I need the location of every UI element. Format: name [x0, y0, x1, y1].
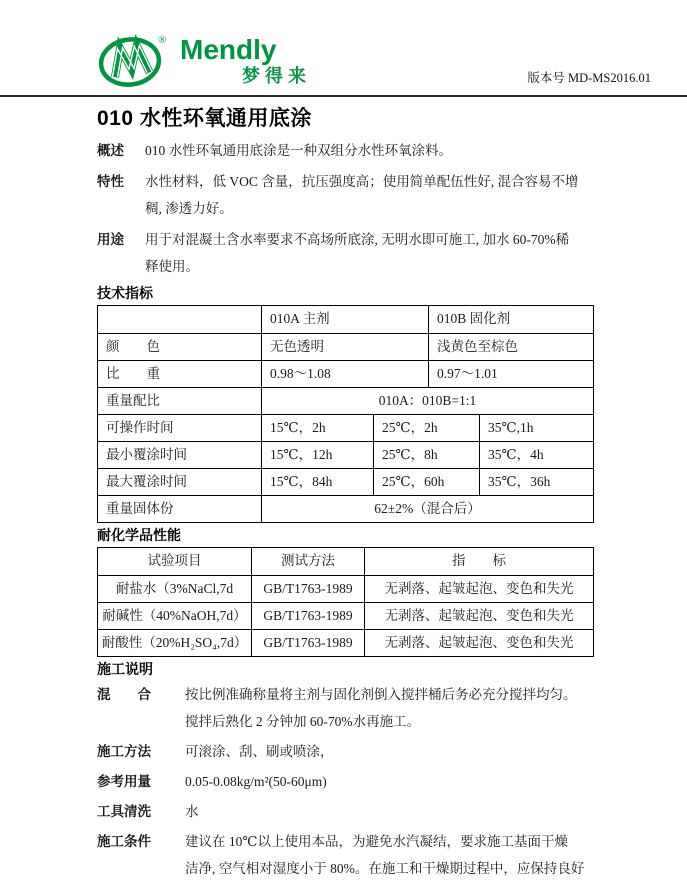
table-row — [98, 575, 593, 602]
section-text: 稠, 渗透力好。 — [145, 201, 233, 216]
construction-label: 混 合 — [97, 687, 151, 702]
spec-value-cell: 010B 固化剂 — [428, 306, 593, 333]
spec-value-cell: 浅黄色至棕色 — [428, 334, 593, 360]
brand-name-cn: 梦得来 — [242, 66, 311, 86]
spec-value-cell: 无色透明 — [261, 334, 428, 360]
test-method-cell: GB/T1763-1989 — [251, 630, 364, 656]
spec-label-cell: 最小覆涂时间 — [106, 447, 187, 462]
test-result-cell: 无剥落、起皱起泡、变色和失光 — [364, 576, 593, 602]
column-header: 测试方法 — [251, 548, 364, 575]
mendly-logo-icon — [98, 32, 170, 92]
test-method-cell: GB/T1763-1989 — [251, 603, 364, 629]
spec-value-cell: 25℃，2h — [373, 415, 479, 441]
section-label: 用途 — [97, 232, 124, 247]
spec-value-cell: 25℃，8h — [373, 442, 479, 468]
chem-resistance-heading: 耐化学品性能 — [97, 527, 181, 543]
spec-value-cell: 010A 主剂 — [261, 306, 428, 333]
spec-value-cell: 15℃，2h — [261, 415, 373, 441]
construction-item-method — [97, 738, 651, 765]
construction-label: 参考用量 — [97, 774, 151, 789]
table-row — [98, 468, 593, 495]
construction-item-cleaning — [97, 798, 651, 825]
construction-text: 水 — [185, 804, 199, 819]
chem-resistance-table — [97, 547, 594, 657]
section-features — [97, 168, 651, 222]
spec-label-cell: 颜 色 — [106, 339, 160, 354]
table-row — [98, 387, 593, 414]
construction-text: 可滚涂、刮、刷或喷涂， — [185, 744, 334, 759]
section-text: 用于对混凝土含水率要求不高场所底涂, 无明水即可施工, 加水 60-70%稀 — [145, 232, 570, 247]
spec-value-cell: 35℃,1h — [479, 415, 593, 441]
spec-label-cell: 重量固体份 — [106, 501, 174, 516]
construction-label: 施工条件 — [97, 834, 151, 849]
construction-item-mixing — [97, 681, 651, 735]
test-item-cell: 耐盐水（3%NaCl,7d — [115, 581, 234, 596]
section-text: 释使用。 — [145, 259, 199, 274]
spec-label-cell: 可操作时间 — [106, 420, 174, 435]
construction-text: 按比例准确称量将主剂与固化剂倒入搅拌桶后务必充分搅拌均匀。 — [185, 687, 577, 702]
construction-text: 建议在 10℃以上使用本品，为避免水汽凝结，要求施工基面干燥 — [185, 834, 568, 849]
section-label: 特性 — [97, 174, 124, 189]
construction-item-coverage — [97, 768, 651, 795]
construction-heading: 施工说明 — [97, 661, 153, 677]
spec-label-cell: 最大覆涂时间 — [106, 474, 187, 489]
spec-value-cell: 35℃，4h — [479, 442, 593, 468]
test-result-cell: 无剥落、起皱起泡、变色和失光 — [364, 630, 593, 656]
version-label: 版本号 MD-MS2016.01 — [527, 71, 651, 85]
table-row — [98, 441, 593, 468]
test-item-cell: 耐碱性（40%NaOH,7d） — [102, 608, 247, 623]
spec-value-cell: 0.97～1.01 — [428, 361, 593, 387]
page-title: 010 水性环氧通用底涂 — [97, 107, 312, 130]
spec-label-cell — [98, 306, 261, 333]
document-body — [0, 102, 687, 882]
test-method-cell: GB/T1763-1989 — [251, 576, 364, 602]
spec-value-cell: 0.98～1.08 — [261, 361, 428, 387]
spec-label-cell: 重量配比 — [106, 393, 160, 408]
test-item-cell: 耐酸性（20%H₂SO₄,7d） — [101, 635, 248, 650]
test-result-cell: 无剥落、起皱起泡、变色和失光 — [364, 603, 593, 629]
spec-value-cell: 15℃，84h — [261, 469, 373, 495]
table-row — [98, 495, 593, 522]
spec-label-cell: 比 重 — [106, 366, 160, 381]
section-overview — [97, 137, 651, 164]
table-row — [98, 360, 593, 387]
construction-text: 0.05-0.08kg/m²(50-60μm) — [185, 774, 327, 789]
tech-specs-heading: 技术指标 — [97, 285, 153, 301]
column-header: 指 标 — [364, 548, 593, 575]
section-usage — [97, 226, 651, 280]
tech-specs-table — [97, 305, 594, 523]
table-row — [98, 602, 593, 629]
construction-text: 搅拌后熟化 2 分钟加 60-70%水再施工。 — [185, 714, 421, 729]
column-header: 试验项目 — [147, 553, 202, 568]
page-header — [0, 0, 687, 97]
spec-value-cell: 010A：010B=1:1 — [261, 388, 593, 414]
construction-label: 工具清洗 — [97, 804, 151, 819]
table-row — [98, 306, 593, 333]
construction-item-conditions — [97, 828, 651, 882]
section-text: 010 水性环氧通用底涂是一种双组分水性环氧涂料。 — [145, 143, 453, 158]
section-label: 概述 — [97, 143, 124, 158]
brand-name: Mendly — [180, 34, 277, 65]
spec-value-cell: 35℃，36h — [479, 469, 593, 495]
spec-value-cell: 62±2%（混合后） — [261, 496, 593, 522]
spec-value-cell: 15℃，12h — [261, 442, 373, 468]
construction-label: 施工方法 — [97, 744, 151, 759]
section-text: 水性材料，低 VOC 含量，抗压强度高；使用简单配伍性好, 混合容易不增 — [145, 174, 579, 189]
table-row — [98, 333, 593, 360]
table-header-row — [98, 548, 593, 575]
company-logo — [98, 32, 311, 92]
registered-trademark-icon: ® — [158, 34, 167, 46]
table-row — [98, 414, 593, 441]
table-row — [98, 629, 593, 656]
construction-text: 洁净, 空气相对湿度小于 80%。在施工和干燥期过程中，应保持良好 — [185, 861, 585, 876]
spec-value-cell: 25℃，60h — [373, 469, 479, 495]
